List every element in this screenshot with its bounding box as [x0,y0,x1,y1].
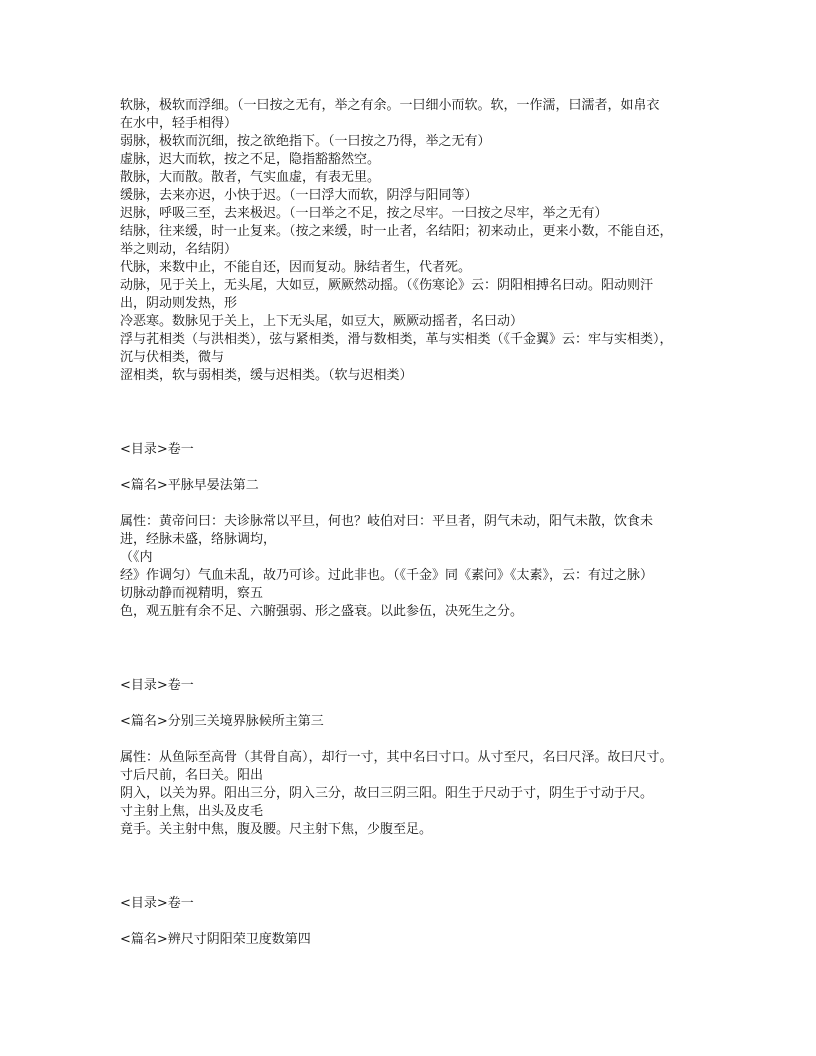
document-page [120,97,720,949]
section [120,385,720,621]
text-line: 虚脉，迟大而软，按之不足，隐指豁豁然空。 [120,152,381,167]
section [120,839,720,949]
text-line: （《内 [120,550,153,565]
text-line: 切脉动静而视精明，察五 [120,586,264,601]
spacer [120,731,720,749]
text-line: 缓脉，去来亦迟，小快于迟。（一曰浮大而软，阴浮与阳同等） [120,188,478,203]
section-title: <篇名>辨尺寸阴阳荣卫度数第四 [120,932,311,947]
text-line: 属性：从鱼际至高骨（其骨自高），却行一寸，其中名曰寸口。从寸至尺，名曰尺泽。故曰尺寸。 [120,750,673,765]
catalog-heading: <目录>卷一 [120,678,194,693]
text-line: 结脉，往来缓，时一止复来。（按之来缓，时一止者，名结阳；初来动止，更来小数，不能自还， [120,224,673,239]
text-line: 寸后尺前，名曰关。阳出 [120,768,264,783]
spacer [120,459,720,477]
catalog-heading: <目录>卷一 [120,442,194,457]
text-line: 沉与伏相类，微与 [120,350,225,365]
catalog-heading: <目录>卷一 [120,896,194,911]
spacer [120,695,720,713]
section-title: <篇名>分别三关境界脉候所主第三 [120,714,324,729]
text-line: 寸主射上焦，出头及皮毛 [120,804,264,819]
text-line: 软脉，极软而浮细。（一曰按之无有，举之有余。一曰细小而软。软，一作濡，曰濡者，如帛衣 [120,98,660,113]
spacer [120,495,720,513]
intro-paragraph [120,97,720,385]
text-line: 竟手。关主射中焦，腹及腰。尺主射下焦，少腹至足。 [120,822,433,837]
spacer [120,621,720,677]
text-line: 弱脉，极软而沉细，按之欲绝指下。（一曰按之乃得，举之无有） [120,134,491,149]
text-line: 动脉，见于关上，无头尾，大如豆，厥厥然动摇。（《伤寒论》云：阴阳相搏名曰动。阳动则汗 [120,278,654,293]
text-line: 进，经脉未盛，络脉调均， [120,532,277,547]
text-line: 在水中，轻手相得） [120,116,238,131]
text-line: 冷恶寒。数脉见于关上，上下无头尾，如豆大，厥厥动摇者，名曰动） [120,314,524,329]
text-line: 举之则动，名结阴） [120,242,238,257]
section [120,621,720,839]
text-line: 色，观五脏有余不足、六腑强弱、形之盛衰。以此参伍，决死生之分。 [120,604,524,619]
text-line: 属性：黄帝问曰：夫诊脉常以平旦，何也？岐伯对曰：平旦者，阴气未动，阳气未散，饮食未 [120,514,654,529]
text-line: 代脉，来数中止，不能自还，因而复动。脉结者生，代者死。 [120,260,472,275]
spacer [120,839,720,895]
spacer [120,913,720,931]
text-line: 迟脉，呼吸三至，去来极迟。（一曰举之不足，按之尽牢。一曰按之尽牢，举之无有） [120,206,608,221]
text-line: 阴入，以关为界。阳出三分，阴入三分，故曰三阴三阳。阳生于尺动于寸，阴生于寸动于尺。 [120,786,654,801]
text-line: 出，阴动则发热，形 [120,296,238,311]
spacer [120,385,720,441]
text-line: 浮与芤相类（与洪相类），弦与紧相类，滑与数相类，革与实相类（《千金翼》云：牢与实相类）， [120,332,673,347]
text-line: 散脉，大而散。散者，气实血虚，有表无里。 [120,170,381,185]
section-title: <篇名>平脉早晏法第二 [120,478,259,493]
text-line: 经》作调匀）气血未乱，故乃可诊。过此非也。（《千金》同《素问》《太素》，云：有过之脉） [120,568,654,583]
text-line: 涩相类，软与弱相类，缓与迟相类。（软与迟相类） [120,368,413,383]
